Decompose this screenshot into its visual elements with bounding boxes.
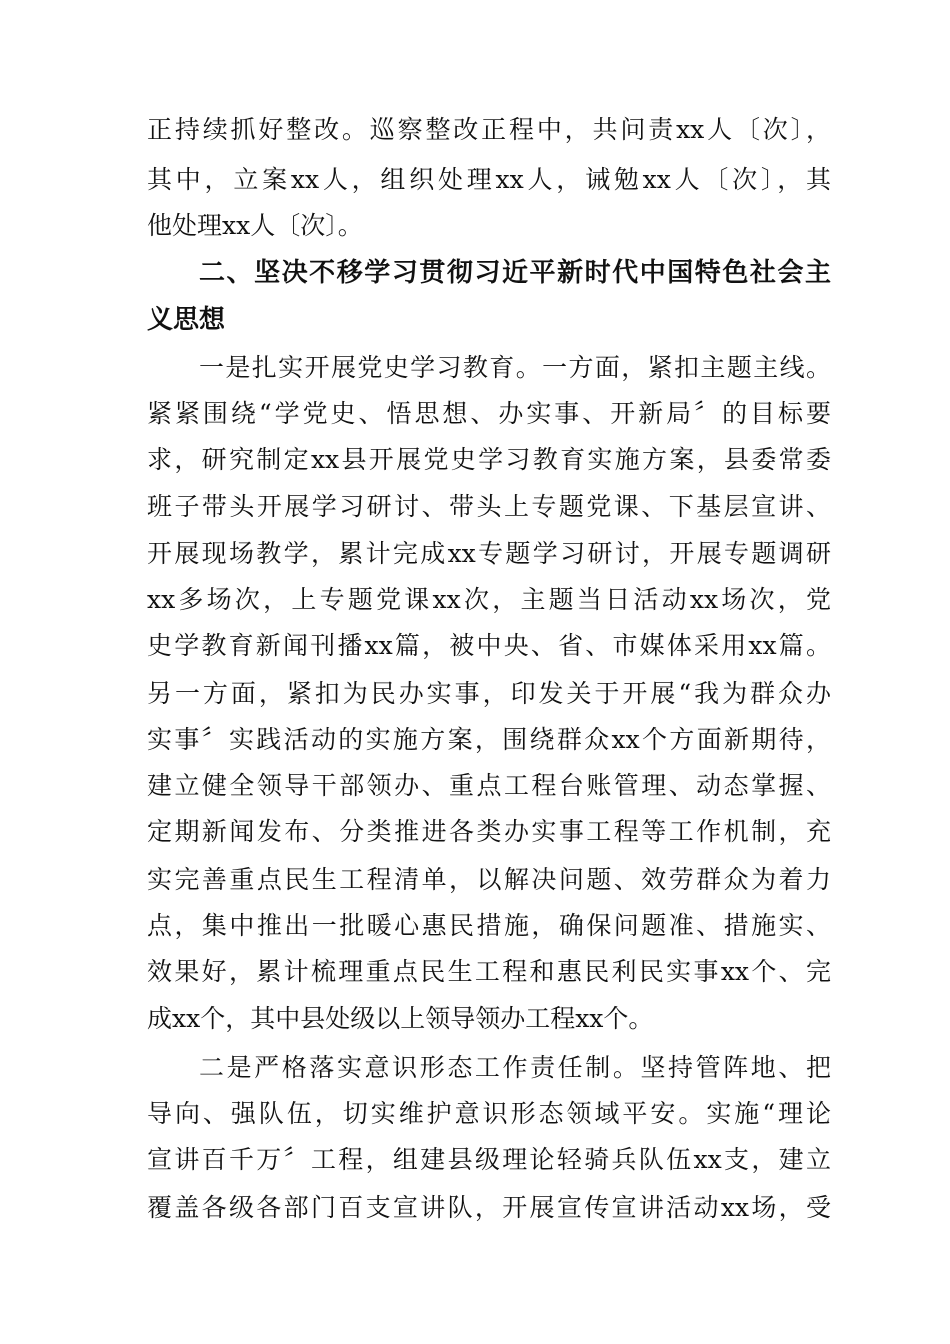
paragraph-line: 其中，立案xx人，组织处理xx人，诫勉xx人〔次〕，其 [147,165,831,194]
paragraph-line: 另一方面，紧扣为民办实事，印发关于开展“我为群众办 [147,679,831,708]
paragraph-line: 二是严格落实意识形态工作责任制。坚持管阵地、把 [199,1053,831,1082]
paragraph-line: 成xx个，其中县处级以上领导领办工程xx个。 [147,1004,654,1033]
paragraph-line: 点，集中推出一批暖心惠民措施，确保问题准、措施实、 [147,911,831,940]
paragraph-line: 效果好，累计梳理重点民生工程和惠民利民实事xx个、完 [147,957,831,986]
paragraph-line: 紧紧围绕“学党史、悟思想、办实事、开新局〞的目标要 [147,399,831,428]
paragraph-line: 史学教育新闻刊播xx篇，被中央、省、市媒体采用xx篇。 [147,631,831,660]
paragraph-line: 宣讲百千万〞工程，组建县级理论轻骑兵队伍xx支，建立 [147,1145,831,1174]
paragraph-line: 正持续抓好整改。巡察整改正程中，共问责xx人〔次〕， [147,115,831,144]
paragraph-line: 一是扎实开展党史学习教育。一方面，紧扣主题主线。 [199,353,831,382]
paragraph-line: xx多场次，上专题党课xx次，主题当日活动xx场次，党 [147,585,831,614]
paragraph-line: 定期新闻发布、分类推进各类办实事工程等工作机制，充 [147,817,831,846]
paragraph-line: 班子带头开展学习研讨、带头上专题党课、下基层宣讲、 [147,492,831,521]
paragraph-line: 他处理xx人〔次〕。 [147,211,363,240]
paragraph-line: 建立健全领导干部领办、重点工程台账管理、动态掌握、 [147,771,831,800]
paragraph-line: 实事〞实践活动的实施方案，围绕群众xx个方面新期待， [147,725,831,754]
paragraph-line: 实完善重点民生工程清单，以解决问题、效劳群众为着力 [147,865,831,894]
paragraph-line: 开展现场教学，累计完成xx专题学习研讨，开展专题调研 [147,539,831,568]
section-heading-line: 二、坚决不移学习贯彻习近平新时代中国特色社会主 [199,258,831,288]
paragraph-line: 覆盖各级各部门百支宣讲队，开展宣传宣讲活动xx场，受 [147,1193,831,1222]
section-heading-line: 义思想 [147,305,226,335]
paragraph-line: 导向、强队伍，切实维护意识形态领域平安。实施“理论 [147,1099,831,1128]
paragraph-line: 求，研究制定xx县开展党史学习教育实施方案，县委常委 [147,445,831,474]
